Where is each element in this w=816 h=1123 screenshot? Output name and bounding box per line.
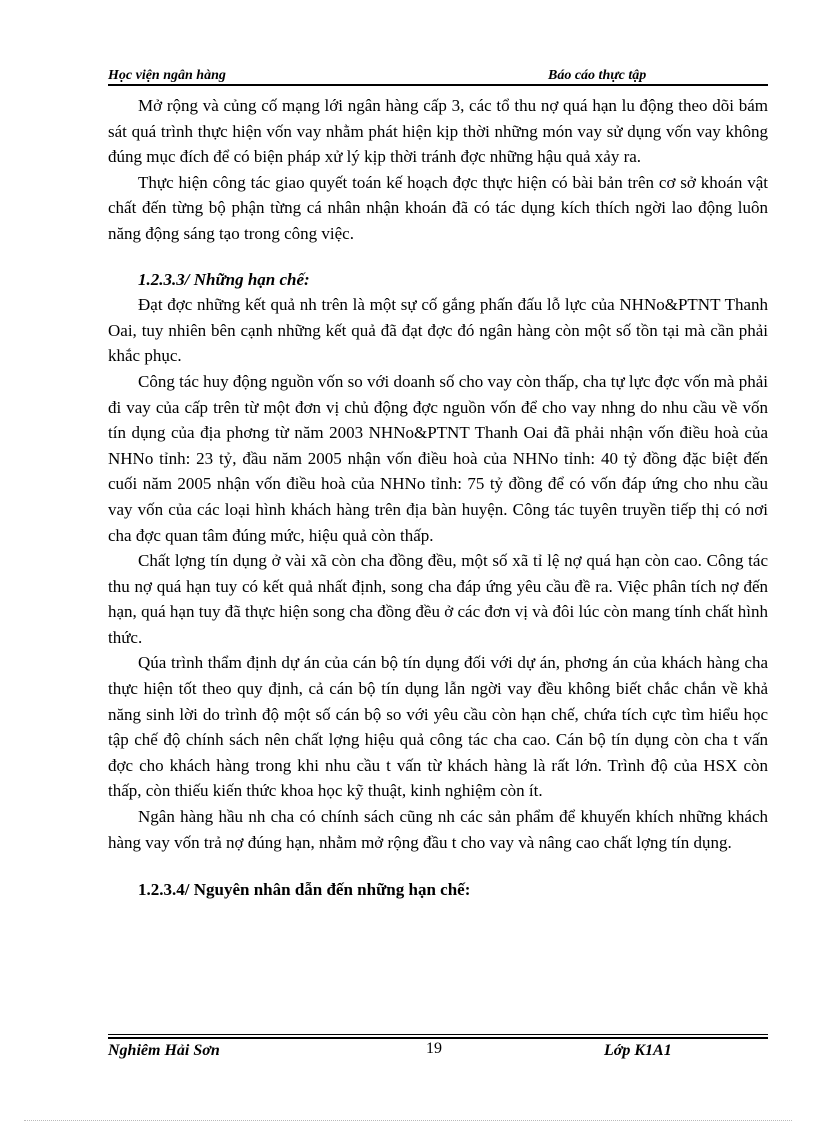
paragraph: Chất lợng tín dụng ở vài xã còn cha đồng đều, một số xã tỉ lệ nợ quá hạn còn cao. Công tác thu nợ quá hạn tuy có kết quả nhất định, song cha đáp ứng yêu cầu đề ra. Việc phân tích nợ đến hạn, quá hạn tuy đã thực hiện song cha đồng đều ở các đơn vị và đôi lúc còn mang tính chất hình thức. [108,551,768,647]
paragraph: Mở rộng và củng cố mạng lới ngân hàng cấp 3, các tổ thu nợ quá hạn lu động theo dõi bám sát quá trình thực hiện vốn vay nhằm phát hiện kịp thời những món vay sử dụng vốn vay không đúng mục đích để có biện pháp xử lý kịp thời tránh đợc những hậu quả xảy ra. [108,96,768,167]
header-right: Báo cáo thực tập [548,68,647,83]
paragraph: Công tác huy động nguồn vốn so với doanh số cho vay còn thấp, cha tự lực đợc vốn mà phải đi vay của cấp trên từ một đơn vị chủ động đợc nguồn vốn để cho vay nhng do nhu cầu về vốn tín dụng của địa phơng từ năm 2003 NHNo&PTNT Thanh Oai đã phải nhận vốn điều hoà của NHNo tỉnh: 23 tỷ, đầu năm 2005 nhận vốn điều hoà của NHNo tỉnh: 40 tỷ đồng đặc biệt đến cuối năm 2005 nhận vốn điều hoà của NHNo tỉnh: 75 tỷ đồng để có vốn đáp ứng cho nhu cầu vay vốn của các loại hình khách hàng trên địa bàn huyện. Công tác tuyên truyền tiếp thị có nơi cha đợc quan tâm đúng mức, hiệu quả còn thấp. [108,371,768,545]
footer-class: Lớp K1A1 [604,1042,672,1059]
paragraph: Đạt đợc những kết quả nh trên là một sự cố gắng phấn đấu lỗ lực của NHNo&PTNT Thanh Oai, tuy nhiên bên cạnh những kết quả đã đạt đợc đó ngân hàng còn một số tồn tại mà cần phải khắc phục. [108,295,768,366]
footer-author: Nghiêm Hải Sơn [108,1042,220,1059]
document-body [108,93,768,903]
section-heading-causes: 1.2.3.4/ Nguyên nhân dẫn đến những hạn chế: [138,880,471,900]
footer-rule-thick [108,1037,768,1039]
paragraph: Ngân hàng hầu nh cha có chính sách cũng nh các sản phẩm để khuyến khích những khách hàng vay vốn trả nợ đúng hạn, nhằm mở rộng đầu t cho vay và nâng cao chất lợng tín dụng. [108,807,768,852]
header-left: Học viện ngân hàng [108,68,226,83]
header-rule [108,84,768,86]
page-number: 19 [426,1040,442,1057]
paragraph: Thực hiện công tác giao quyết toán kế hoạch đợc thực hiện có bài bản trên cơ sở khoán vật chất đến từng bộ phận từng cá nhân nhận khoán đã có tác dụng kích thích ngời lao động luôn năng động sáng tạo trong công việc. [108,172,768,243]
page-bottom-border [24,1120,792,1121]
footer-rule [108,1034,768,1035]
paragraph: Qúa trình thẩm định dự án của cán bộ tín dụng đối với dự án, phơng án của khách hàng cha thực hiện tốt theo quy định, cả cán bộ tín dụng lẫn ngời vay đều không biết chắc chắn về khả năng sinh lời do trình độ một số cán bộ so với yêu cầu còn hạn chế, chứa tích cực tìm hiểu học tập chế độ chính sách nên chất lợng hiệu quả công tác cha cao. Cán bộ tín dụng còn cha t vấn đợc cho khách hàng trong khi nhu cầu t vấn từ khách hàng là rất lớn. Trình độ của HSX còn thấp, còn thiếu kiến thức khoa học kỹ thuật, kinh nghiệm còn ít. [108,653,768,801]
page-header [108,68,768,84]
section-heading-limitations: 1.2.3.3/ Những hạn chế: [138,269,310,289]
page-footer [108,1040,768,1060]
